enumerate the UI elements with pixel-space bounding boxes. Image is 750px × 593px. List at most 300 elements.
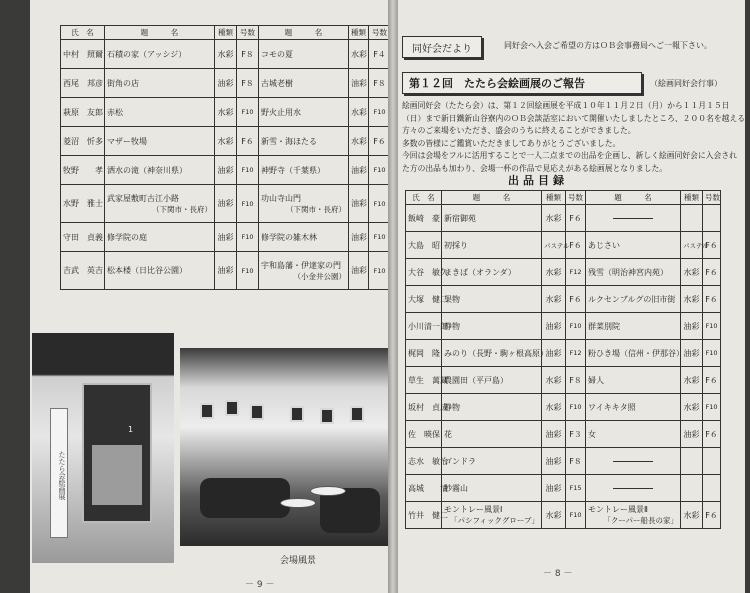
medium-text: 水彩 [545, 375, 562, 385]
canvas-size [703, 448, 721, 475]
body-line: 多数の皆様にご鑑賞いただきましてありがとうございました。 [402, 138, 621, 148]
canvas-size [703, 313, 721, 340]
work-title [105, 185, 215, 223]
work-title-text: まきば（オランダ） [444, 267, 516, 277]
artist-name [406, 232, 442, 259]
table-row [406, 502, 721, 529]
work-title [586, 286, 681, 313]
right-page [398, 0, 745, 593]
canvas-size [566, 232, 586, 259]
artist-name [61, 40, 105, 69]
work-title [442, 286, 542, 313]
work-title [259, 69, 349, 98]
canvas-size-text: F８ [569, 375, 582, 385]
medium [542, 313, 566, 340]
table-row [61, 127, 391, 156]
work-title [259, 127, 349, 156]
work-title-text: 松本楼（日比谷公園） [107, 266, 187, 275]
canvas-size [566, 286, 586, 313]
canvas-size-text: F10 [705, 322, 718, 330]
medium [542, 286, 566, 313]
artist-name-text: 菱沼 忻多 [63, 136, 103, 146]
work-title-text: 残雪（明治神宮内苑） [588, 267, 668, 277]
work-title-text: コモの夏 [261, 49, 293, 59]
work-title-text: 粉ひき場（信州・伊那谷） [588, 348, 684, 358]
medium [681, 232, 709, 259]
medium [215, 98, 237, 127]
table-row [406, 367, 721, 394]
canvas-size [566, 259, 586, 286]
work-title [586, 232, 681, 259]
medium-text: 油彩 [683, 321, 700, 331]
medium [681, 367, 703, 394]
canvas-size-text: F10 [241, 199, 254, 208]
canvas-size-text: F６ [241, 136, 254, 146]
work-title-text: マザー牧場 [107, 136, 147, 146]
medium-text: 油彩 [683, 429, 700, 439]
medium [681, 340, 703, 367]
work-title-text: 新雪・海ほたる [261, 136, 317, 146]
medium-text: 水彩 [545, 267, 562, 277]
artist-name [406, 448, 448, 475]
work-title [259, 252, 349, 290]
medium-text: 水彩 [545, 510, 562, 520]
work-title [105, 223, 215, 252]
work-title [105, 156, 215, 185]
artist-name-text: 高城 清 [408, 483, 448, 493]
canvas-size-text: F６ [705, 375, 718, 385]
canvas-size-text: F６ [705, 267, 718, 277]
venue-entrance-photo [32, 333, 174, 563]
empty-dash [613, 461, 653, 462]
column-header: 号数 [566, 191, 586, 205]
canvas-size [237, 156, 259, 185]
artist-name-text: 守田 貞義 [63, 232, 103, 242]
medium [681, 286, 703, 313]
artist-name [61, 252, 105, 290]
medium-text: 水彩 [351, 107, 367, 117]
medium [215, 69, 237, 98]
work-title-text: あじさい [588, 240, 620, 250]
canvas-size [566, 205, 586, 232]
work-title [442, 475, 542, 502]
canvas-size [703, 286, 721, 313]
medium [349, 223, 369, 252]
work-title-text: 宇和島藩・伊達家の門 [261, 260, 341, 270]
column-header: 氏 名 [61, 26, 105, 40]
canvas-size [703, 394, 721, 421]
medium-text: 油彩 [351, 78, 367, 88]
work-title-text: モントレー風景Ⅱ [588, 505, 648, 514]
newsletter-tag: 同好会だより [402, 36, 482, 58]
body-line: （日）まで新日鐵新山谷寮内のＯＢ会談話室において開催いたしましたところ、２００名を越える [402, 113, 746, 123]
report-body [402, 100, 746, 175]
medium [349, 127, 369, 156]
work-title [442, 259, 542, 286]
page-number-right: － 8 － [543, 569, 573, 579]
medium-text: 水彩 [351, 136, 367, 146]
work-title-text: モントレー風景Ⅰ [444, 505, 503, 514]
medium [349, 98, 369, 127]
table-row [61, 223, 391, 252]
medium-text: 油彩 [545, 348, 562, 358]
work-subtitle: （小金井公園） [293, 271, 346, 281]
door-number: 1 [128, 425, 134, 434]
work-title-text: 修学院の雑木林 [261, 232, 317, 242]
medium-text: 水彩 [217, 136, 234, 146]
body-line: 今回は会場をフルに活用することで一人二点までの出品を企画し、新しく絵画同好会に入会され [402, 151, 737, 160]
canvas-size [703, 340, 721, 367]
work-title [586, 340, 684, 367]
artist-name-text: 志水 敏治 [408, 456, 448, 466]
work-title [105, 98, 215, 127]
canvas-size-text: F10 [569, 322, 582, 330]
canvas-size-text: F10 [241, 108, 254, 116]
right-catalog-table [405, 190, 721, 529]
canvas-size-text: F12 [569, 268, 582, 276]
exhibition-banner: たたら会絵画展 [50, 408, 68, 538]
work-title-text: 農園田（平戸島） [444, 375, 508, 385]
work-title [442, 448, 542, 475]
gallery-room-photo [180, 348, 390, 546]
work-title-text: 初採り [444, 240, 468, 250]
empty-dash [613, 218, 653, 219]
work-title [442, 421, 542, 448]
work-title-text: ワイキキタ照 [588, 402, 636, 412]
work-title [586, 394, 681, 421]
medium [215, 252, 237, 290]
artist-name [406, 340, 442, 367]
table-row [61, 185, 391, 223]
artist-name [406, 394, 448, 421]
canvas-size-text: F12 [569, 349, 582, 357]
medium [542, 394, 566, 421]
work-title [442, 205, 542, 232]
medium-text: 油彩 [545, 456, 562, 466]
artist-name-text: 西尾 邦彦 [63, 78, 103, 88]
medium [542, 232, 570, 259]
canvas-size-text: F10 [373, 199, 386, 208]
work-title-text: 武家屋敷町古江小路 [107, 193, 179, 203]
work-title [586, 313, 681, 340]
work-title [259, 223, 349, 252]
medium-text: 水彩 [217, 49, 234, 59]
work-title-text: 群菜別院 [588, 321, 620, 331]
report-title: 第１２回 たたら会絵画展のご報告 [402, 72, 642, 94]
canvas-size-text: F８ [241, 49, 254, 59]
column-header: 題 名 [442, 191, 542, 205]
artist-name-text: 大島 昭 [408, 240, 440, 250]
artist-name-text: 中村 照爾 [63, 49, 103, 59]
column-header: 号数 [703, 191, 721, 205]
work-title-text: 女 [588, 429, 596, 439]
medium [681, 313, 703, 340]
work-subtitle: 「クーパー船長の家」 [603, 516, 678, 525]
canvas-size [566, 448, 586, 475]
canvas-size-text: F10 [373, 266, 386, 275]
medium [542, 340, 566, 367]
canvas-size-text: F６ [569, 294, 582, 304]
medium-text: 油彩 [217, 199, 234, 208]
canvas-size [237, 40, 259, 69]
medium-text: 油彩 [351, 266, 367, 275]
canvas-size-text: F10 [241, 166, 254, 174]
table-row [406, 232, 721, 259]
work-title [442, 394, 542, 421]
work-title-text: 紗霧山 [444, 483, 468, 493]
medium-text: 油彩 [217, 165, 234, 175]
work-subtitle: 「パシフィックグローブ」 [449, 516, 539, 525]
table-row [61, 156, 391, 185]
work-title [105, 252, 215, 290]
canvas-size-text: F８ [569, 456, 582, 466]
medium [349, 185, 369, 223]
artist-name [406, 502, 448, 529]
work-title-text: 果物 [444, 294, 460, 304]
medium [542, 421, 566, 448]
body-line: た方の出品も加わり、会場一杯の作品で見応えがある絵画展となりました。 [402, 163, 668, 173]
work-title [586, 475, 681, 502]
medium [681, 448, 703, 475]
medium-text: 油彩 [545, 429, 562, 439]
artist-name [406, 286, 448, 313]
medium-text: 油彩 [683, 348, 700, 358]
canvas-size-text: F10 [569, 511, 582, 519]
work-subtitle: （下関市・長府） [152, 204, 212, 214]
work-title [586, 205, 681, 232]
work-title [586, 259, 681, 286]
canvas-size-text: F10 [705, 403, 718, 411]
medium [542, 259, 566, 286]
work-title [442, 340, 548, 367]
medium-text: パステル [544, 241, 570, 250]
canvas-size-text: F10 [373, 108, 386, 116]
medium [542, 475, 566, 502]
canvas-size [566, 313, 586, 340]
artist-name [61, 69, 105, 98]
entrance-door [82, 383, 152, 523]
canvas-size-text: F10 [705, 349, 718, 357]
table-header-row [406, 191, 721, 205]
artist-name [406, 259, 448, 286]
artist-name [406, 475, 448, 502]
artist-name-text: 大谷 敏久 [408, 267, 448, 277]
work-title [442, 502, 542, 529]
medium-text: 油彩 [351, 232, 367, 242]
left-catalog-table [60, 25, 391, 290]
column-header: 氏 名 [406, 191, 442, 205]
medium [349, 69, 369, 98]
artist-name-text: 水野 雅士 [63, 199, 103, 208]
canvas-size-text: F10 [241, 233, 254, 241]
artist-name [61, 156, 105, 185]
medium [681, 394, 703, 421]
table-row [406, 394, 721, 421]
column-header: 号数 [369, 26, 391, 40]
canvas-size [703, 475, 721, 502]
medium-text: 水彩 [683, 294, 700, 304]
work-title-text: 神野寺（千葉県） [261, 165, 325, 175]
medium [215, 223, 237, 252]
table-row [61, 69, 391, 98]
membership-notice: 同好会へ入会ご希望の方はＯＢ会事務局へご一報下さい。 [504, 41, 712, 50]
work-title [105, 127, 215, 156]
medium-text: 油彩 [351, 199, 367, 208]
medium [215, 185, 237, 223]
work-title-text: ゴンドラ [444, 456, 476, 466]
medium [681, 259, 703, 286]
canvas-size-text: F３ [569, 429, 582, 439]
work-title [105, 40, 215, 69]
canvas-size-text: F６ [705, 294, 718, 304]
canvas-size [703, 367, 721, 394]
medium-text: 油彩 [217, 266, 234, 275]
canvas-size-text: F６ [569, 240, 582, 250]
table-row [406, 313, 721, 340]
table-row [61, 98, 391, 127]
canvas-size-text: F６ [705, 510, 718, 520]
medium-text: 油彩 [217, 78, 234, 88]
artist-name [406, 313, 448, 340]
work-title [259, 98, 349, 127]
canvas-size [703, 502, 721, 529]
work-title [259, 40, 349, 69]
work-title [586, 367, 681, 394]
table-row [406, 421, 721, 448]
canvas-size-text: F15 [569, 484, 582, 492]
canvas-size-text: F６ [705, 240, 718, 250]
column-header: 号数 [237, 26, 259, 40]
artist-name-text: 竹井 健二 [408, 510, 448, 520]
body-line: 絵画同好会（たたら会）は、第１２回絵画展を平成１０年１１月２日（月）から１１月１５日 [402, 101, 730, 110]
canvas-size-text: F６ [705, 429, 718, 439]
medium [542, 367, 566, 394]
artist-name [406, 205, 442, 232]
work-title-text: 花 [444, 429, 452, 439]
column-header: 種類 [349, 26, 369, 40]
medium-text: 油彩 [217, 232, 234, 242]
report-category: （絵画同好会行事） [650, 79, 722, 88]
column-header: 題 名 [586, 191, 681, 205]
canvas-size [237, 127, 259, 156]
artist-name [61, 185, 105, 223]
work-title [586, 448, 681, 475]
canvas-size-text: F８ [373, 78, 386, 88]
medium [681, 475, 703, 502]
canvas-size-text: F６ [373, 136, 386, 146]
canvas-size [703, 232, 721, 259]
canvas-size-text: F８ [241, 78, 254, 88]
medium-text: 水彩 [683, 510, 700, 520]
canvas-size [237, 98, 259, 127]
medium-text: 水彩 [545, 294, 562, 304]
canvas-size [566, 367, 586, 394]
work-title-text: 婦人 [588, 375, 604, 385]
work-title-text: 功山寺山門 [261, 193, 301, 203]
medium-text: 油彩 [545, 321, 562, 331]
work-title [442, 367, 542, 394]
work-title-text: 古城老樹 [261, 78, 293, 88]
medium [215, 127, 237, 156]
table-row [406, 259, 721, 286]
canvas-size-text: F10 [373, 166, 386, 174]
table-row [406, 205, 721, 232]
medium [542, 205, 566, 232]
canvas-size-text: F10 [569, 403, 582, 411]
artist-name-text: 梶岡 隆 [408, 348, 440, 358]
artist-name [406, 367, 448, 394]
medium-text: 水彩 [351, 49, 367, 59]
work-title-text: 新宿御苑 [444, 213, 476, 223]
work-title-text: 洒水の滝（神奈川県） [107, 165, 187, 175]
work-title [259, 185, 349, 223]
work-title [105, 69, 215, 98]
column-header: 種類 [215, 26, 237, 40]
medium [349, 156, 369, 185]
medium [349, 40, 369, 69]
medium-text: 水彩 [683, 267, 700, 277]
empty-dash [613, 488, 653, 489]
work-title-text: 修学院の庭 [107, 232, 147, 242]
work-title-text: 赤松 [107, 107, 123, 117]
table-row [406, 448, 721, 475]
column-header: 題 名 [259, 26, 349, 40]
canvas-size [566, 421, 586, 448]
artist-name-text: 飯崎 豪 [408, 213, 440, 223]
work-title-text: みのり（長野・駒ヶ根高原） [444, 348, 548, 358]
medium-text: 水彩 [545, 213, 562, 223]
canvas-size [566, 394, 586, 421]
medium [542, 502, 566, 529]
medium-text: 水彩 [683, 402, 700, 412]
medium [681, 421, 703, 448]
canvas-size-text: F６ [569, 213, 582, 223]
work-title [259, 156, 349, 185]
canvas-size-text: F10 [241, 266, 254, 275]
left-page [30, 0, 390, 593]
medium [349, 252, 369, 290]
canvas-size [237, 252, 259, 290]
work-title-text: 静物 [444, 402, 460, 412]
work-title-text: 石積の家（アッシジ） [107, 49, 187, 59]
medium-text: パステル [683, 241, 709, 250]
canvas-size [237, 223, 259, 252]
canvas-size [237, 185, 259, 223]
medium [542, 448, 566, 475]
artist-name-text: 吉武 英吉 [63, 266, 103, 275]
table-row [61, 40, 391, 69]
artist-name [61, 127, 105, 156]
canvas-size [703, 421, 721, 448]
artist-name-text: 萩原 友郎 [63, 107, 103, 117]
work-title [586, 421, 681, 448]
page-number-left: － 9 － [245, 580, 275, 590]
work-title [586, 502, 681, 529]
medium-text: 油彩 [545, 483, 562, 493]
work-subtitle: （下関市・長府） [286, 204, 346, 214]
work-title-text: 街角の店 [107, 78, 139, 88]
artist-name-text: 佐 暎保 [408, 429, 440, 439]
work-title [442, 232, 542, 259]
artist-name-text: 草生 萬蔵 [408, 375, 448, 385]
work-title [442, 313, 542, 340]
canvas-size-text: F10 [373, 233, 386, 241]
artist-name-text: 小川清一郎 [408, 321, 448, 331]
canvas-size [703, 259, 721, 286]
column-header: 種類 [681, 191, 703, 205]
artist-name-text: 牧野 孝 [63, 165, 103, 175]
medium-text: 油彩 [351, 165, 367, 175]
